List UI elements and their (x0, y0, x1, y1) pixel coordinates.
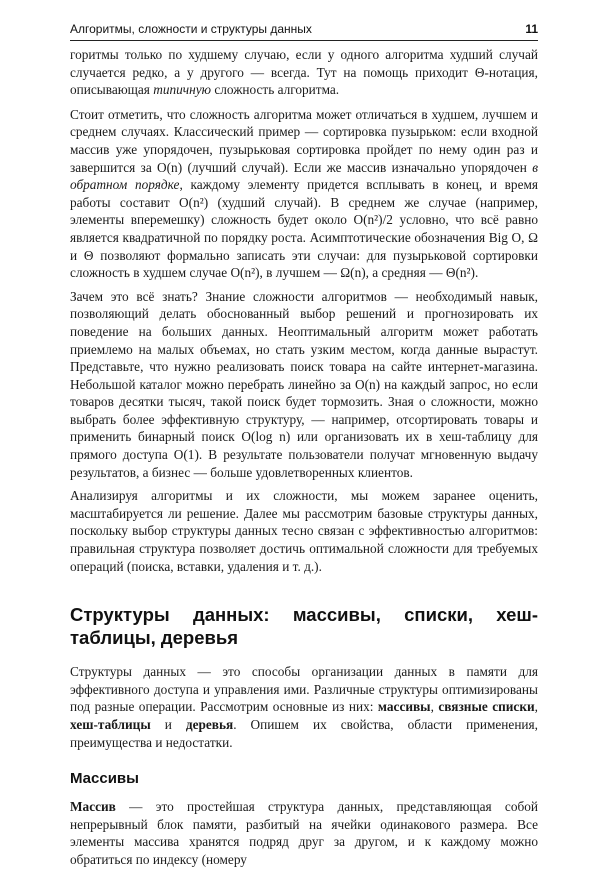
paragraph-scaling: Анализируя алгоритмы и их сложности, мы можем заранее оценить, масштабируется ли решение. Далее мы рассмотрим базовые структуры данных, поскольку выбор структуры данных тесно связан с эффективностью алгоритмов: правильная структура позволяет достичь оптимальной сложности для требуемых операций (поиска, вставки, удаления и т. д.). (70, 488, 538, 574)
emphasis-reverse-order: в обратном порядке (70, 159, 538, 193)
page-body (70, 46, 538, 875)
separator: и (150, 717, 186, 732)
paragraph-continued (70, 46, 538, 99)
separator: , (534, 699, 538, 715)
paragraph-array-definition (70, 798, 538, 868)
section-heading: Структуры данных: массивы, списки, хеш-таблицы, деревья (70, 604, 538, 649)
paragraph-text-tail: сложность алгоритма. (211, 82, 340, 98)
page-number: 11 (525, 22, 538, 36)
paragraph-text: Стоит отметить, что сложность алгоритма может отличаться в худшем, лучшем и среднем случаях. Классический пример — сортировка пузырьком: если входной массив уже упорядочен, пузырьковая сортировка пройдет по нему один раз и завершится за O(n) (лучший случай). Если же массив изначально упорядочен (70, 106, 538, 175)
bold-hash-tables: хеш-таблицы (70, 717, 151, 732)
paragraph-text: — это простейшая структура данных, представляющая собой непрерывный блок памяти, разбитый на ячейки одинакового размера. Все элементы массива хранятся подряд друг за другом, и к каждому можно обратиться по индексу (номеру (70, 799, 538, 867)
paragraph-text-tail: . Опишем их свойства, области применения, преимущества и недостатки. (70, 717, 538, 750)
running-head-title: Алгоритмы, сложности и структуры данных (70, 22, 312, 36)
bold-trees: деревья (185, 717, 234, 732)
emphasis-typical: типичную (153, 82, 212, 98)
paragraph-text: Структуры данных — это способы организации данных в памяти для эффективного доступа и управления ими. Различные структуры оптимизированы под разные операции. Рассмотрим основные из них: (70, 664, 538, 715)
paragraph-why-know: Зачем это всё знать? Знание сложности алгоритмов — необходимый навык, позволяющий делать обоснованный выбор решений и прогнозировать их поведение на больших данных. Неоптимальный алгоритм может работать приемлемо на малых объемах, но стать узким местом, когда данные вырастут. Представьте, что нужно реализовать поиск товара на сайте интернет-магазина. Небольшой каталог можно перебрать линейно за O(n) на каждый запрос, но если товаров десятки тысяч, такой поиск будет тормозить. Зная о сложности, можно выбрать более эффективную структуру, — например, отсортировать товары и применить бинарный поиск O(log n) или организовать их в хеш-таблицу для прямого доступа O(1). В результате пользователи получат мгновенную выдачу результатов, а бизнес — больше удовлетворенных клиентов. (70, 288, 538, 480)
paragraph-cases (70, 106, 538, 282)
paragraph-text: горитмы только по худшему случаю, если у одного алгоритма худший случай случается редко, а у другого — всегда. Тут на помощь приходит Θ-нотация, описывающая (70, 47, 538, 98)
header-rule (70, 40, 538, 41)
paragraph-structures-intro (70, 663, 538, 751)
bold-arrays: массивы (377, 699, 431, 715)
running-head (70, 22, 538, 36)
separator: , (430, 699, 439, 715)
bold-term-array: Массив (70, 799, 116, 815)
bold-linked-lists: связные списки (438, 699, 535, 715)
subsection-heading: Массивы (70, 770, 139, 788)
paragraph-text-tail: , каждому элементу придется всплывать в конец, и время работы составит O(n²) (худший случай). В среднем же случае (например, элементы вперемешку) сложность будет около O(n²)/2 условно, что всё равно является квадратичной по порядку роста. Асимптотические обозначения Big O, Ω и Θ позволяют формально записать эти случаи: для пузырьковой сортировки сложность в худшем случае O(n²), в лучшем — Ω(n), а средняя — Θ(n²). (70, 177, 538, 281)
